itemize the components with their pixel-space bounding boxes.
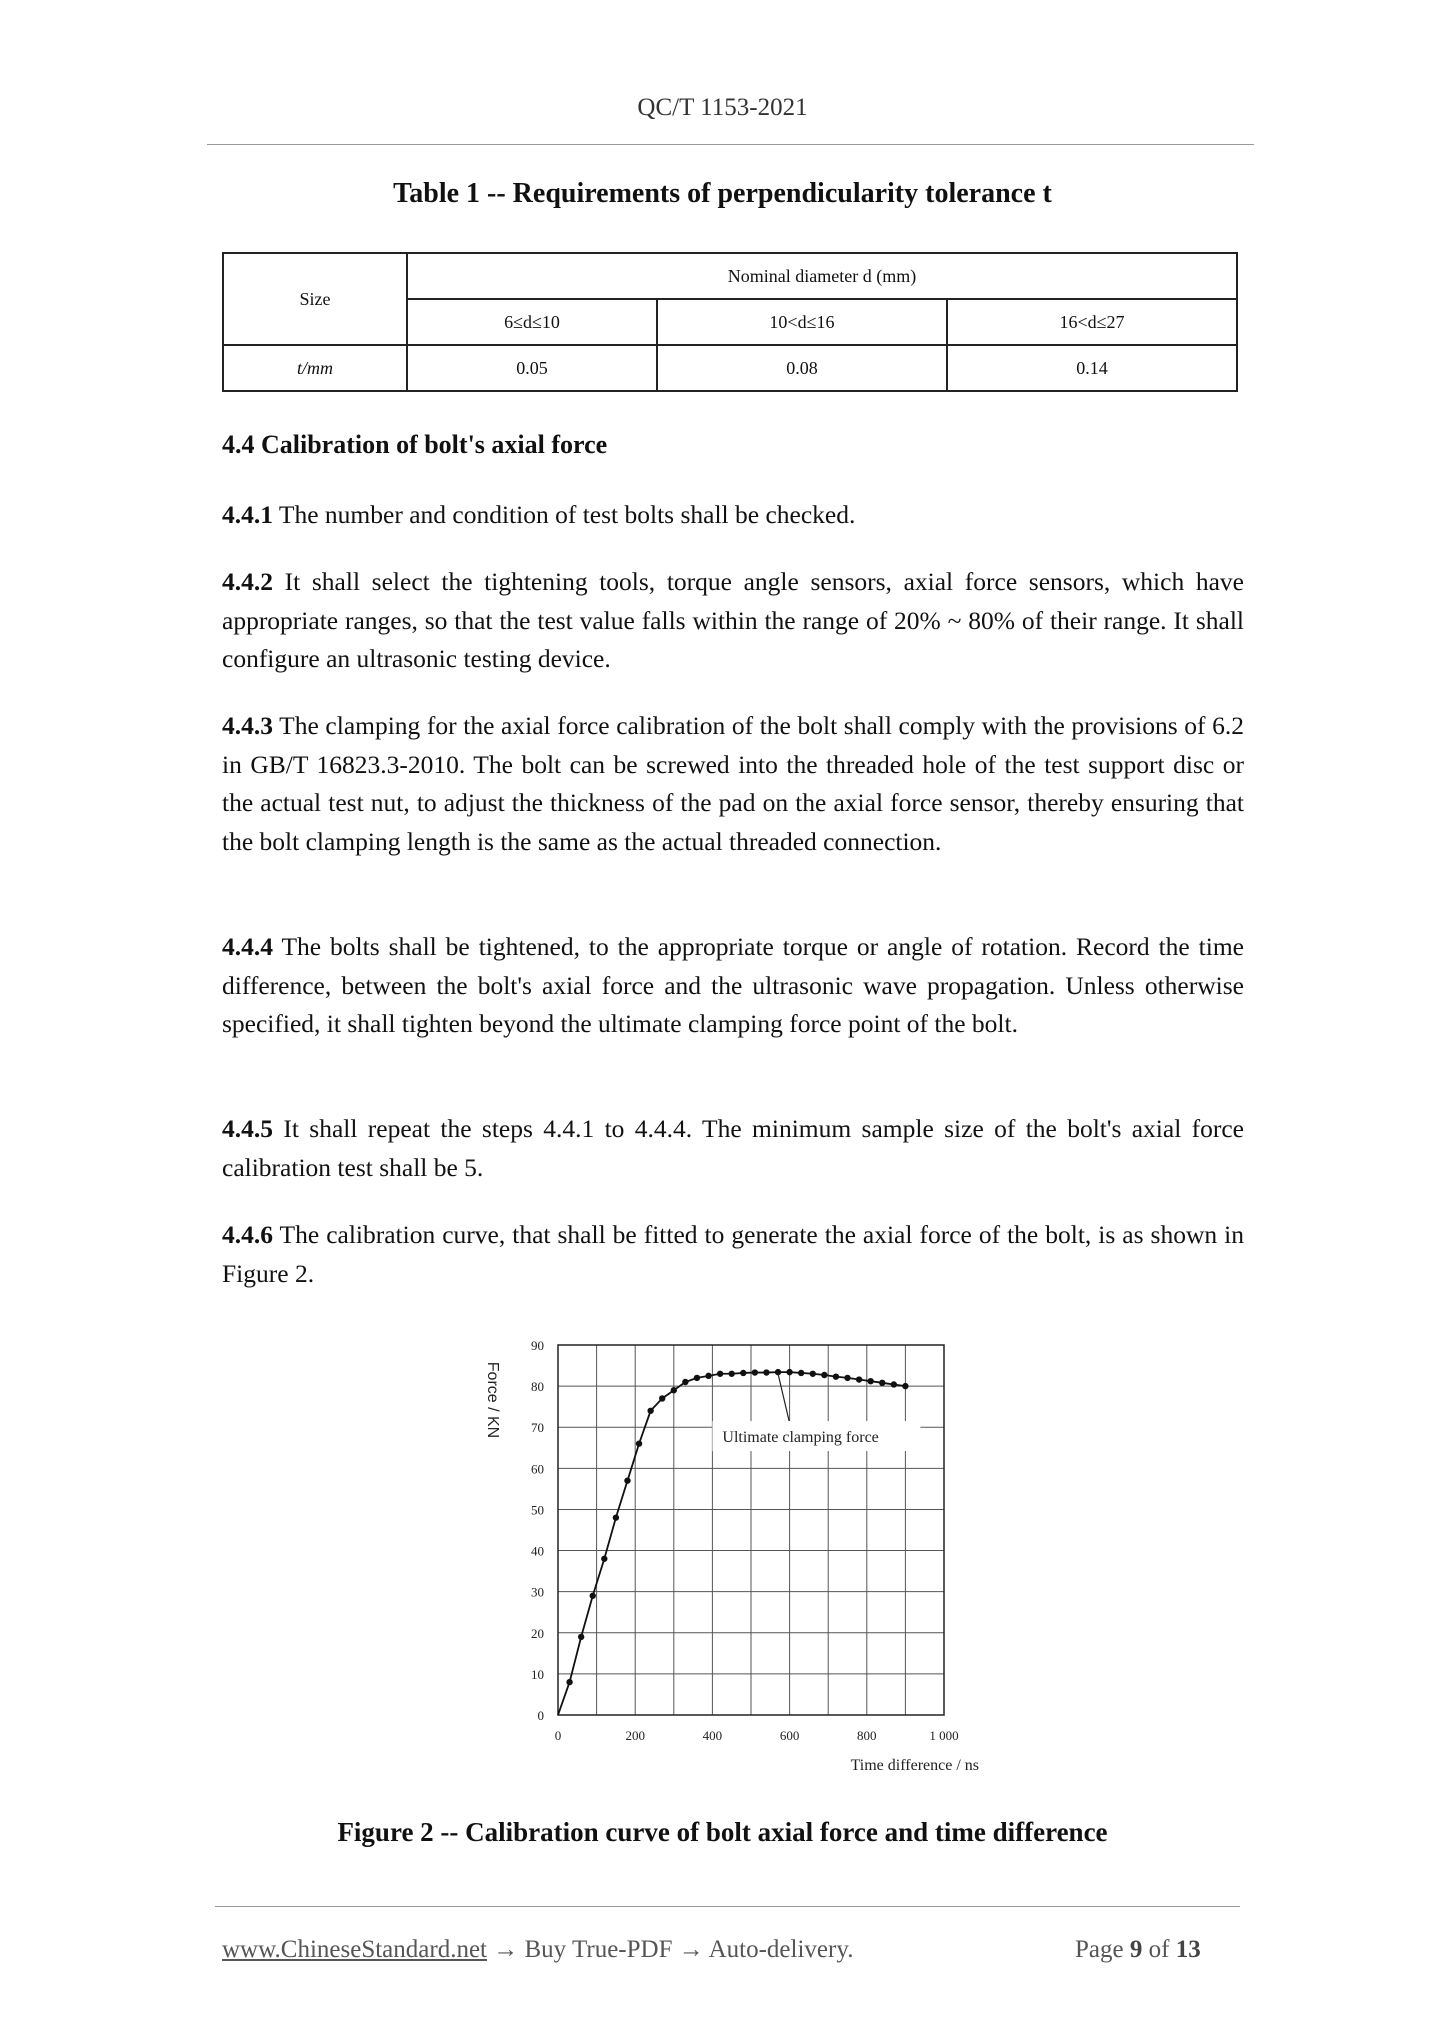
page-label: Page	[1075, 1936, 1124, 1963]
value-cell: 0.05	[407, 345, 657, 391]
y-axis-label: Force / KN	[484, 1361, 501, 1439]
site-link[interactable]: www.ChineseStandard.net	[222, 1936, 487, 1963]
x-tick-label: 0	[554, 1728, 562, 1743]
of-label: of	[1148, 1936, 1170, 1963]
data-point	[659, 1395, 665, 1401]
y-tick-label: 50	[531, 1502, 544, 1518]
clause-number: 4.4.1	[222, 500, 273, 529]
data-point	[891, 1381, 897, 1387]
annotation-pointer	[778, 1374, 790, 1423]
y-tick-label: 60	[531, 1461, 544, 1477]
footer-divider	[215, 1906, 1240, 1907]
paragraph-4-4-6	[222, 1216, 1244, 1293]
data-point	[786, 1369, 792, 1375]
data-point	[821, 1372, 827, 1378]
x-tick-label: 800	[857, 1728, 877, 1743]
data-point	[682, 1379, 688, 1385]
x-tick-label: 400	[702, 1728, 723, 1743]
x-axis-label: Time difference / ns	[850, 1757, 979, 1770]
y-tick-label: 40	[531, 1543, 544, 1559]
y-tick-label: 20	[531, 1625, 544, 1641]
x-tick-label: 200	[625, 1728, 645, 1743]
page-number: 9	[1129, 1936, 1143, 1963]
total-pages: 13	[1175, 1936, 1201, 1963]
nominal-diameter-header: Nominal diameter d (mm)	[407, 253, 1237, 299]
data-point	[694, 1375, 700, 1381]
data-point	[601, 1556, 607, 1562]
data-point	[810, 1371, 816, 1377]
doc-code: QC/T 1153-2021	[637, 94, 808, 121]
perpendicularity-table	[222, 252, 1238, 392]
data-point	[566, 1679, 572, 1685]
data-point	[705, 1373, 711, 1379]
paragraph-4-4-3	[222, 707, 1244, 861]
annotation-label: Ultimate clamping force	[722, 1429, 879, 1447]
data-point	[613, 1514, 619, 1520]
figure-caption: Figure 2 -- Calibration curve of bolt axial force and time difference	[337, 1817, 1108, 1847]
clause-number: 4.4.6	[222, 1220, 273, 1249]
data-point	[590, 1593, 596, 1599]
range-cell: 16<d≤27	[947, 299, 1237, 345]
table-title: Table 1 -- Requirements of perpendicularity tolerance t	[393, 178, 1052, 209]
range-cell: 10<d≤16	[657, 299, 947, 345]
clause-number: 4.4.3	[222, 711, 273, 740]
data-point	[763, 1369, 769, 1375]
data-point	[856, 1376, 862, 1382]
data-point	[647, 1408, 653, 1414]
y-tick-label: 10	[531, 1666, 544, 1682]
data-point	[867, 1378, 873, 1384]
buy-text: → Buy True-PDF → Auto-delivery.	[487, 1936, 854, 1963]
data-point	[902, 1383, 908, 1389]
paragraph-4-4-4	[222, 928, 1244, 1044]
clause-text: It shall select the tightening tools, torque angle sensors, axial force sensors, which have appropriate ranges, so that the test value falls within the range of 20% ~ 80% of their range. It shall configure an ultrasonic testing device.	[222, 567, 1244, 673]
clause-text: It shall repeat the steps 4.4.1 to 4.4.4. The minimum sample size of the bolt's axial force calibration test shall be 5.	[222, 1114, 1244, 1182]
data-point	[717, 1371, 723, 1377]
data-point	[671, 1387, 677, 1393]
section-heading: 4.4 Calibration of bolt's axial force	[222, 430, 608, 459]
data-point	[833, 1373, 839, 1379]
data-point	[740, 1370, 746, 1376]
y-tick-label: 80	[531, 1379, 544, 1395]
clause-number: 4.4.4	[222, 932, 273, 961]
page-indicator	[1075, 1936, 1201, 1964]
row-label-cell: t/mm	[223, 345, 407, 391]
size-header-cell	[223, 253, 407, 345]
x-tick-label: 600	[779, 1728, 800, 1743]
clause-text: The number and condition of test bolts shall be checked.	[273, 500, 856, 529]
value-cell: 0.14	[947, 345, 1237, 391]
calibration-chart	[470, 1330, 1000, 1770]
data-point	[752, 1369, 758, 1375]
paragraph-4-4-1	[222, 496, 1244, 535]
data-point	[798, 1370, 804, 1376]
range-cell: 6≤d≤10	[407, 299, 657, 345]
x-tick-label: 1 000	[929, 1728, 959, 1743]
data-point	[729, 1371, 735, 1377]
data-point	[844, 1375, 850, 1381]
data-point	[879, 1380, 885, 1386]
data-point	[636, 1440, 642, 1446]
header-divider	[207, 144, 1254, 145]
paragraph-4-4-2	[222, 563, 1244, 679]
y-tick-label: 70	[531, 1420, 544, 1436]
y-tick-label: 30	[531, 1584, 544, 1600]
clause-number: 4.4.5	[222, 1114, 273, 1143]
document-header	[0, 94, 1445, 122]
value-cell: 0.08	[657, 345, 947, 391]
clause-text: The bolts shall be tightened, to the appropriate torque or angle of rotation. Record the time difference, between the bolt's axial force and the ultrasonic wave propagation. Unless otherwise specified, it shall tighten beyond the ultimate clamping force point of the bolt.	[222, 932, 1244, 1038]
y-tick-label: 0	[537, 1708, 544, 1723]
footer-left	[222, 1936, 853, 1964]
clause-text: The clamping for the axial force calibration of the bolt shall comply with the provisions of 6.2 in GB/T 16823.3-2010. The bolt can be screwed into the threaded hole of the test support disc or the actual test nut, to adjust the thickness of the pad on the axial force sensor, thereby ensuring that the bolt clamping length is the same as the actual threaded connection.	[222, 711, 1244, 856]
clause-text: The calibration curve, that shall be fitted to generate the axial force of the bolt, is as shown in Figure 2.	[222, 1220, 1244, 1288]
clause-number: 4.4.2	[222, 567, 273, 596]
data-point	[624, 1477, 630, 1483]
size-label: Size	[299, 288, 331, 309]
y-tick-label: 90	[531, 1338, 544, 1353]
paragraph-4-4-5	[222, 1110, 1244, 1187]
data-point	[578, 1634, 584, 1640]
